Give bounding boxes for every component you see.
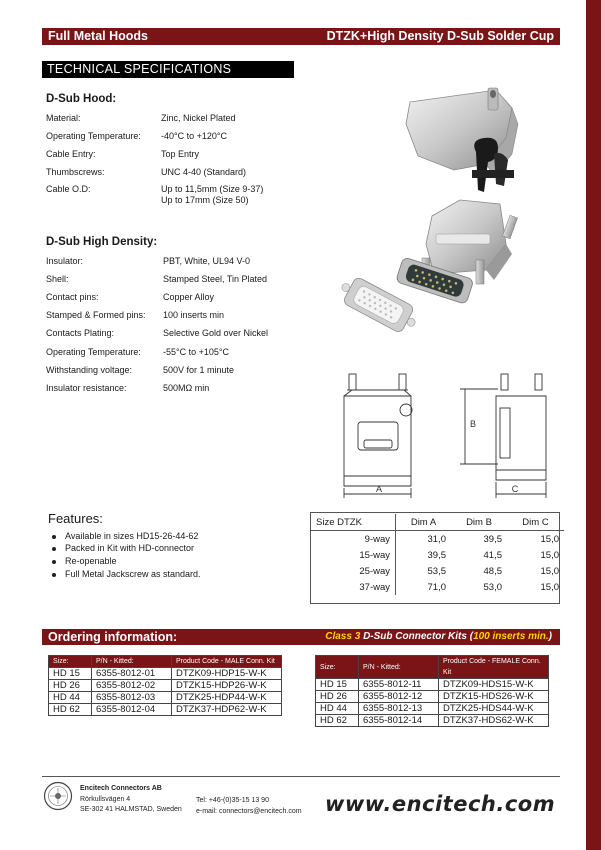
table-header-row: Size: P/N - Kitted: Product Code - FEMALE Conn. Kit [316,656,549,679]
dimension-c-label: C [511,484,519,494]
male-ordering-table [48,655,282,716]
bullet-icon [52,547,56,551]
hd-label-resistance: Insulator resistance: [46,383,127,393]
hood-label-thumbscrews: Thumbscrews: [46,167,105,177]
hood-label-material: Material: [46,113,81,123]
header-product: DTZK+High Density D-Sub Solder Cup [326,29,554,43]
company-seal-icon [43,781,73,811]
hood-value-thumbscrews: UNC 4-40 (Standard) [161,167,247,177]
company-contact [196,796,302,817]
table-row: HD 62 6355-8012-14 DTZK37-HDS62-W-K [316,715,549,727]
dimension-a-label: A [375,484,383,494]
bullet-icon [52,535,56,539]
hd-label-voltage: Withstanding voltage: [46,365,133,375]
bullet-icon [52,573,56,577]
hood-value-cable-od: Up to 11,5mm (Size 9-37) [161,184,264,194]
feature-item: Available in sizes HD15-26-44-62 [52,531,198,541]
table-header-row: Size: P/N - Kitted: Product Code - MALE Conn. Kit [49,656,282,668]
company-address: Encitech Connectors AB Rörkullsvägen 4 SE-302 41 HALMSTAD, Sweden [80,785,182,813]
table-row: HD 26 6355-8012-02 DTZK15-HDP26-W-K [49,680,282,692]
hood-value-material: Zinc, Nickel Plated [161,113,236,123]
website-link[interactable]: www.encitech.com [325,792,556,816]
hd-value-contact-pins: Copper Alloy [163,292,215,302]
hood-label-cable-entry: Cable Entry: [46,149,96,159]
hd-section-title: D-Sub High Density: [46,236,158,248]
tech-spec-title: TECHNICAL SPECIFICATIONS [47,62,232,76]
hood-label-temperature: Operating Temperature: [46,131,141,141]
table-row: HD 62 6355-8012-04 DTZK37-HDP62-W-K [49,704,282,716]
dimension-b-label: B [470,419,477,429]
hd-label-stamped-pins: Stamped & Formed pins: [46,310,146,320]
table-row: HD 44 6355-8012-13 DTZK25-HDS44-W-K [316,703,549,715]
table-row: 9-way 31,0 39,5 15,0 [311,531,564,548]
features-title: Features: [48,511,103,526]
female-ordering-table [315,655,549,727]
table-row: 37-way 71,0 53,0 15,0 [311,579,564,595]
hd-label-shell: Shell: [46,274,69,284]
hood-label-cable-od: Cable O.D: [46,184,91,194]
hd-value-resistance: 500MΩ min [163,383,210,393]
hd-value-plating: Selective Gold over Nickel [163,328,269,338]
table-row: HD 26 6355-8012-12 DTZK15-HDS26-W-K [316,691,549,703]
table-row: HD 15 6355-8012-11 DTZK09-HDS15-W-K [316,679,549,691]
table-row: 25-way 53,5 48,5 15,0 [311,563,564,579]
feature-item: Full Metal Jackscrew as standard. [52,569,201,579]
hood-value-cable-od-2: Up to 17mm (Size 50) [161,195,249,205]
table-header-row: Size DTZK Dim A Dim B Dim C [311,514,564,531]
hd-value-stamped-pins: 100 inserts min [163,310,225,320]
contact-phone: Tel: +46-(0)35-15 13 90 [196,797,269,804]
product-photo [336,84,558,346]
contact-email[interactable]: e-mail: connectors@encitech.com [196,807,302,815]
side-accent-bar [586,0,601,850]
hd-label-plating: Contacts Plating: [46,328,115,338]
hood-value-temperature: -40°C to +120°C [161,131,227,141]
hd-label-contact-pins: Contact pins: [46,292,99,302]
hood-section-title: D-Sub Hood: [46,93,117,105]
feature-item: Re-openable [52,556,117,566]
ordering-title: Ordering information: [48,630,178,644]
ordering-class-note: Class 3 D-Sub Connector Kits (100 inserts min.) [325,631,552,642]
table-row: HD 44 6355-8012-03 DTZK25-HDP44-W-K [49,692,282,704]
hd-value-temperature: -55°C to +105°C [163,347,229,357]
hd-label-temperature: Operating Temperature: [46,347,141,357]
tech-spec-title-bar [42,61,294,78]
feature-item: Packed in Kit with HD-connector [52,543,194,553]
page-header [42,28,560,45]
dimensions-table [311,514,564,595]
table-row: 15-way 39,5 41,5 15,0 [311,547,564,563]
footer-divider [42,776,560,777]
ordering-title-bar [42,629,560,645]
hd-value-voltage: 500V for 1 minute [163,365,235,375]
dimension-drawing [338,368,558,500]
table-row: HD 15 6355-8012-01 DTZK09-HDP15-W-K [49,668,282,680]
bullet-icon [52,560,56,564]
hood-value-cable-entry: Top Entry [161,149,200,159]
header-category: Full Metal Hoods [48,29,148,43]
hd-value-insulator: PBT, White, UL94 V-0 [163,256,251,266]
hd-value-shell: Stamped Steel, Tin Plated [163,274,268,284]
hd-label-insulator: Insulator: [46,256,84,266]
